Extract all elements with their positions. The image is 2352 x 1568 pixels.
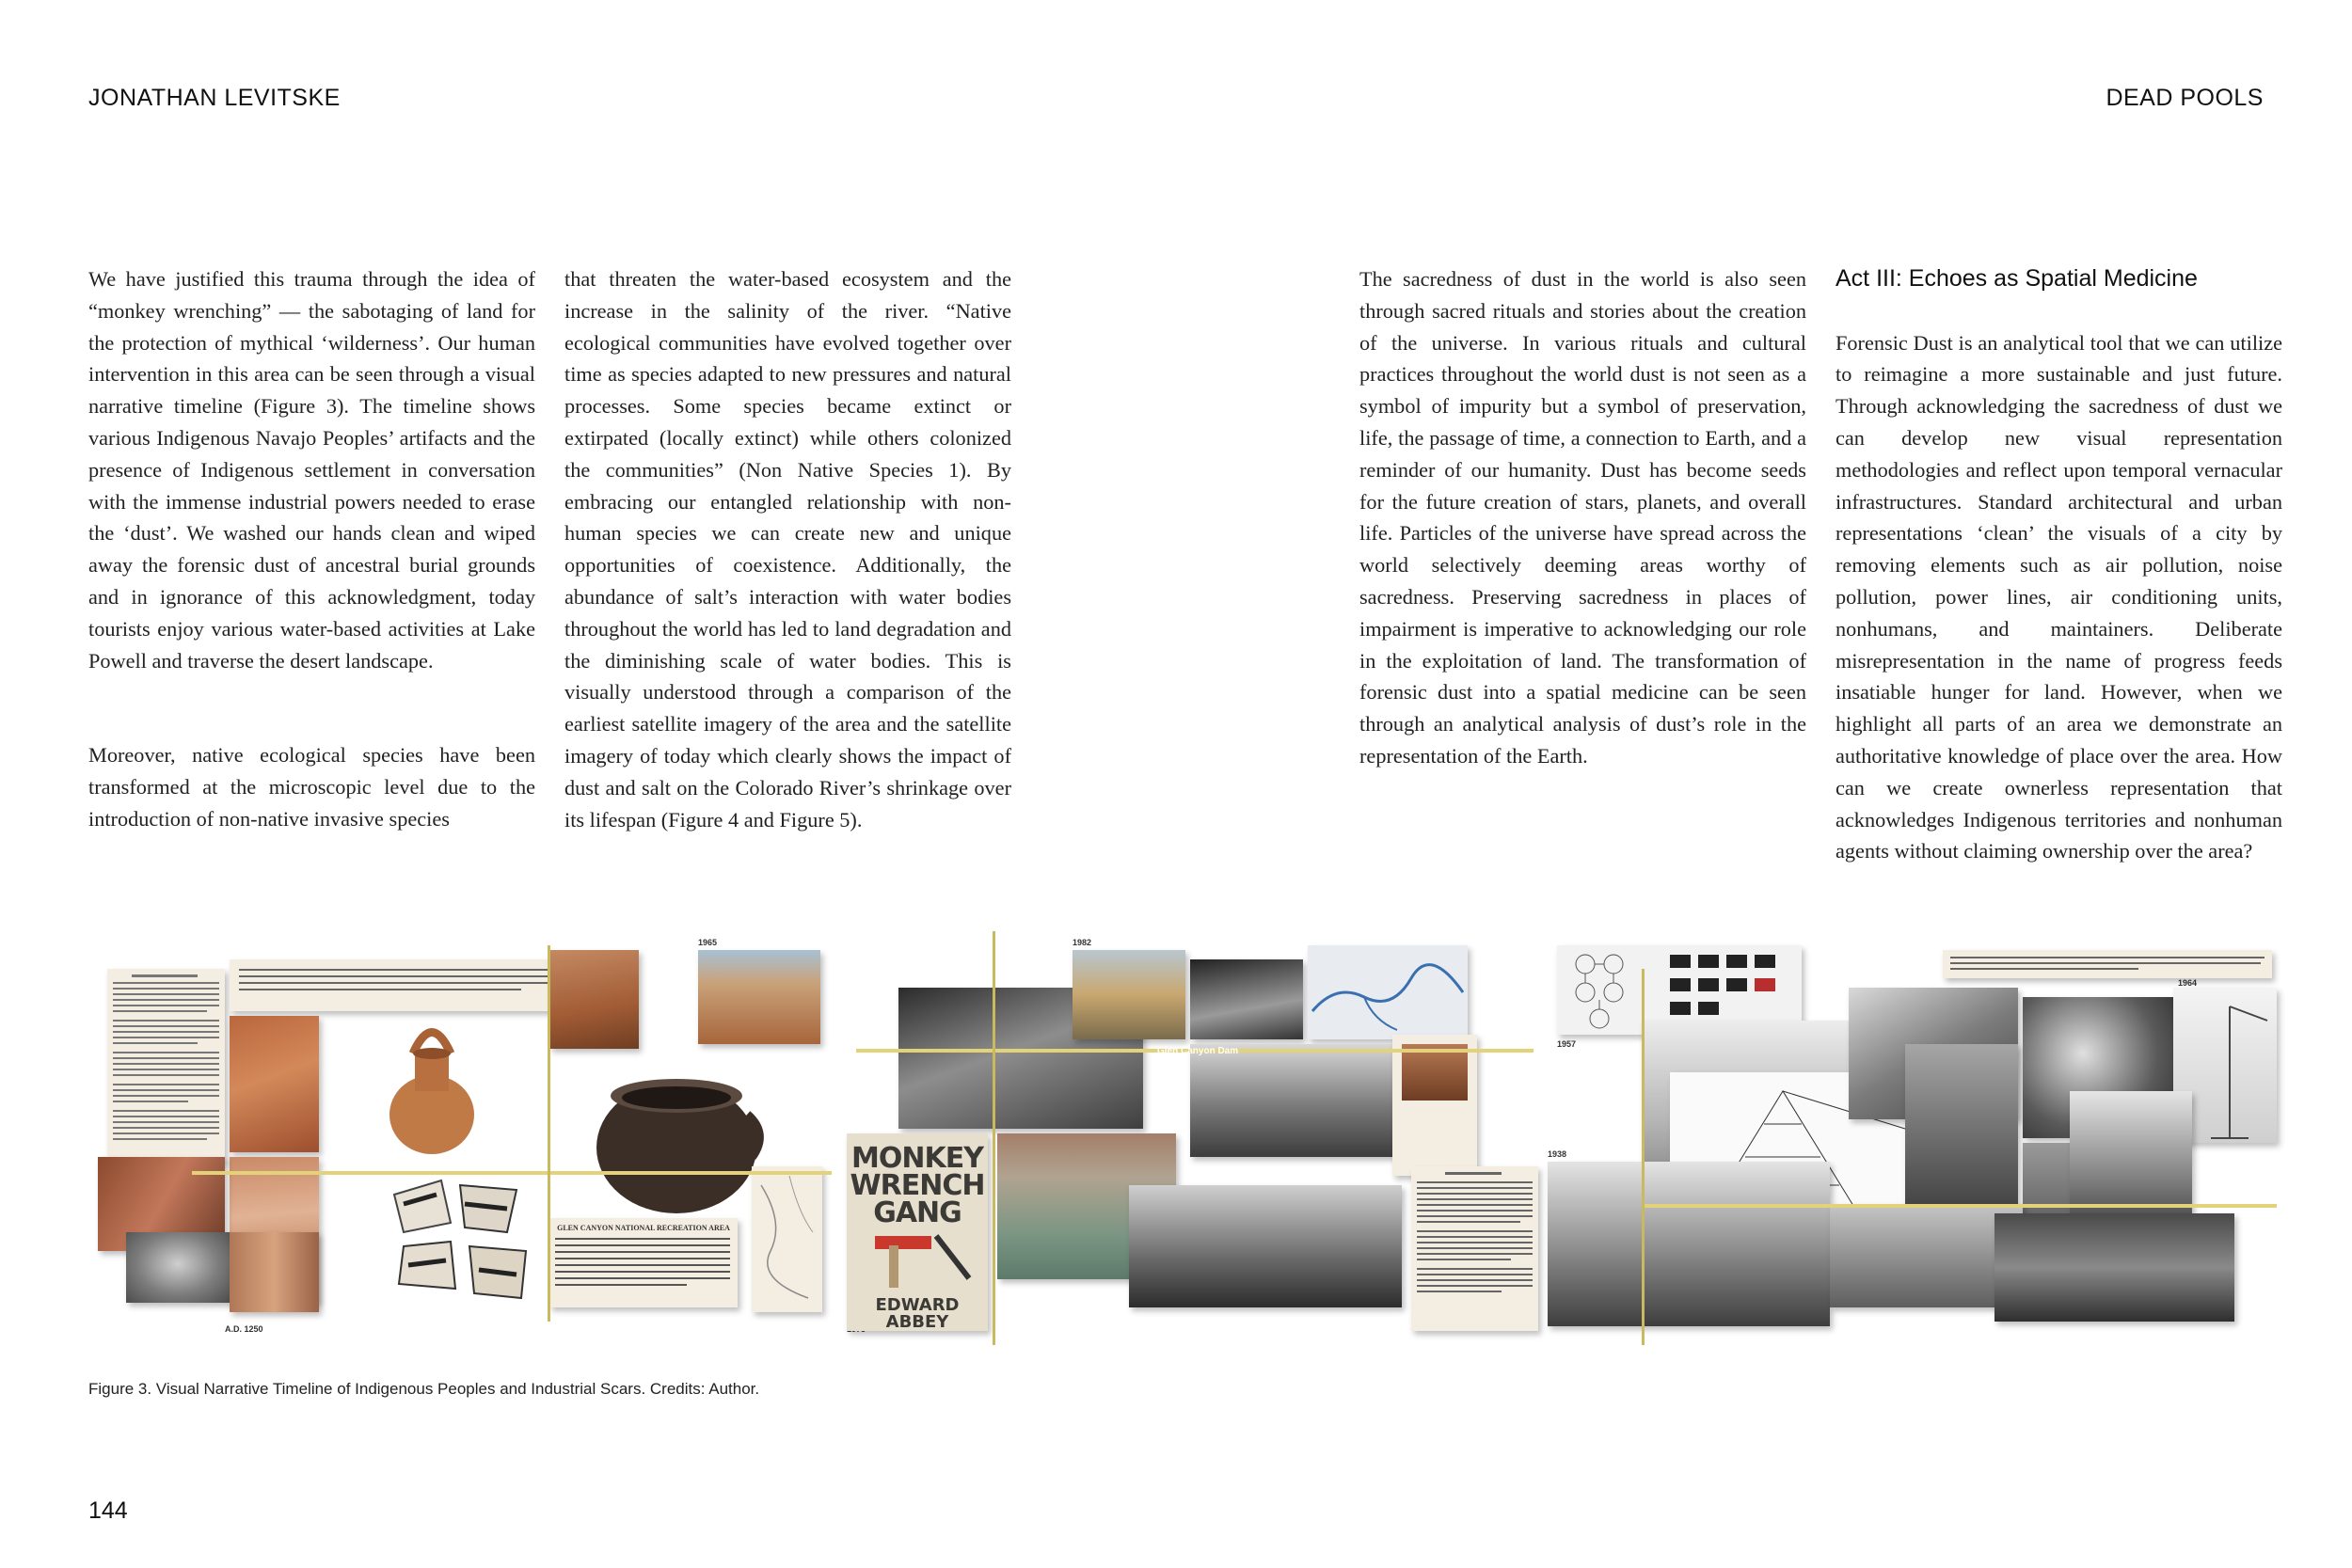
news-clipping bbox=[1411, 1166, 1538, 1331]
timeline-line bbox=[1642, 1204, 2277, 1208]
collage-panel-indigenous bbox=[88, 931, 841, 1345]
recreation-area-sign bbox=[549, 1218, 738, 1307]
paragraph: We have justified this trauma through the idea of “monkey wrenching” — the sabotaging of land for the protection of mythical ‘wilderness’. Our human intervention in this area can be seen through a visual narrative timeline (Figure 3). The timeline shows various Indigenous Navajo Peoples’ artifacts and the presence of Indigenous settlement in conversation with the immense industrial powers needed to erase the ‘dust’. We washed our hands clean and wiped away the forensic dust of ancestral burial grounds and in ignorance of this acknowledgment, today tourists enjoy various water-based activities at Lake Powell and traverse the desert landscape. bbox=[88, 267, 535, 673]
cliff-dwelling-photo bbox=[230, 1232, 319, 1312]
book-cover bbox=[847, 1133, 988, 1331]
timeline-marker bbox=[1642, 969, 1645, 1345]
book-author: EDWARD ABBEY bbox=[875, 1295, 960, 1332]
year-label: 1957 bbox=[1557, 1039, 1577, 1049]
paragraph: The sacredness of dust in the world is also seen through sacred rituals and stories about the creation of the universe. In various rituals and cultural practices throughout the world dust is not seen as a symbol of impurity but a symbol of preservation, life, the passage of time, a connection to Earth, and a reminder of our humanity. Dust has become seeds for the future creation of stars, planets, and overall life. Particles of the universe have spread across the world selectively deeming areas worthy of sacredness. Preserving sacredness in places of impairment is imperative to acknowledging our role in the exploitation of land. The transformation of forensic dust into a spatial medicine can be seen through an analytical analysis of dust’s role in the representation of the Earth. bbox=[1359, 267, 1806, 768]
text-column-1 bbox=[88, 263, 535, 835]
collage-panel-industrial bbox=[1548, 931, 2281, 1345]
men-photo bbox=[2070, 1091, 2192, 1223]
dam-photo bbox=[1073, 950, 1185, 1039]
train-photo bbox=[1129, 1185, 1402, 1307]
canyon-landscape-photo bbox=[549, 950, 639, 1049]
pipeline-photo bbox=[1905, 1044, 2018, 1223]
text-column-2 bbox=[564, 263, 1011, 835]
quote-clipping bbox=[1943, 950, 2272, 978]
section-heading: Act III: Echoes as Spatial Medicine bbox=[1836, 265, 2198, 292]
timeline-marker bbox=[548, 945, 550, 1322]
year-label: Glen Canyon Dam bbox=[1157, 1046, 1239, 1056]
paragraph: that threaten the water-based ecosystem and the increase in the salinity of the river. “Native ecological communities have evolved together over time as species adapted to new pressures and natural processes. Some species became extinct or extirpated (locally extinct) while others colonized the communities” (Non Native Species 1). By embracing our entangled relationship with non-human species we can create new and unique opportunities of coexistence. Additionally, the abundance of salt’s interaction with water bodies throughout the world has led to land degradation and the diminishing scale of water bodies. This is visually understood through a comparison of the earliest satellite imagery of the area and the satellite imagery of today which clearly shows the impact of dust and salt on the Colorado River’s shrinkage over its lifespan (Figure 4 and Figure 5). bbox=[564, 267, 1011, 832]
paragraph: Forensic Dust is an analytical tool that we can utilize to reimagine a more sustainable and just future. Through acknowledging the sacredness of dust we can develop new visual representation methodologies and reflect upon temporal vernacular infrastructures. Standard architectural and urban representations ‘clean’ the visuals of a city by removing elements such as air pollution, noise pollution, power lines, air conditioning units, nonhumans, and maintainers. Deliberate misrepresentation in the name of progress feeds insatiable hunger for land. However, when we highlight all parts of an area we demonstrate an authoritative knowledge of place over the area. How can we create ownerless representation that acknowledges Indigenous territories and nonhuman agents without claiming ownership over the area? bbox=[1836, 330, 2282, 863]
clipping-lines bbox=[113, 974, 219, 1153]
year-label: 1938 bbox=[1548, 1149, 1567, 1159]
cover-card bbox=[1392, 1035, 1477, 1176]
map-sketch bbox=[752, 1166, 822, 1312]
running-header-author: JONATHAN LEVITSKE bbox=[88, 85, 341, 111]
year-label: 1982 bbox=[1073, 938, 1092, 947]
year-label: 1964 bbox=[2178, 978, 2198, 988]
wreckage-photo bbox=[1548, 1162, 1830, 1326]
petroglyph-photo bbox=[230, 1016, 319, 1152]
collage-panel-monkey-wrench bbox=[847, 931, 1543, 1345]
timeline-line bbox=[192, 1171, 832, 1175]
rock-formation-photo bbox=[1190, 1044, 1406, 1157]
page-number: 144 bbox=[88, 1497, 128, 1524]
boulder-photo bbox=[126, 1232, 230, 1303]
timeline-marker bbox=[993, 931, 995, 1345]
river-map bbox=[1308, 945, 1468, 1039]
newspaper-clipping bbox=[107, 969, 225, 1162]
text-column-3 bbox=[1359, 263, 1806, 772]
year-label: A.D. 1250 bbox=[225, 1324, 263, 1334]
sign-title: GLEN CANYON NATIONAL RECREATION AREA bbox=[557, 1224, 730, 1232]
text-column-4 bbox=[1836, 263, 2282, 867]
year-label: 1965 bbox=[698, 938, 718, 947]
paragraph: Moreover, native ecological species have been transformed at the microscopic level due to the introduction of non-native invasive species bbox=[88, 743, 535, 831]
pottery-shards-image bbox=[385, 1176, 545, 1307]
arch-rock-photo bbox=[1190, 959, 1303, 1039]
figure-caption: Figure 3. Visual Narrative Timeline of Indigenous Peoples and Industrial Scars. Credits: Author. bbox=[88, 1380, 760, 1398]
running-header-title: DEAD POOLS bbox=[2106, 85, 2264, 111]
crowd-photo bbox=[1994, 1213, 2234, 1322]
jug-pottery-image bbox=[375, 1016, 488, 1157]
black-pot-image bbox=[582, 1058, 771, 1218]
book-title: MONKEY WRENCH GANG bbox=[850, 1142, 985, 1229]
lake-aerial-photo bbox=[698, 950, 820, 1044]
